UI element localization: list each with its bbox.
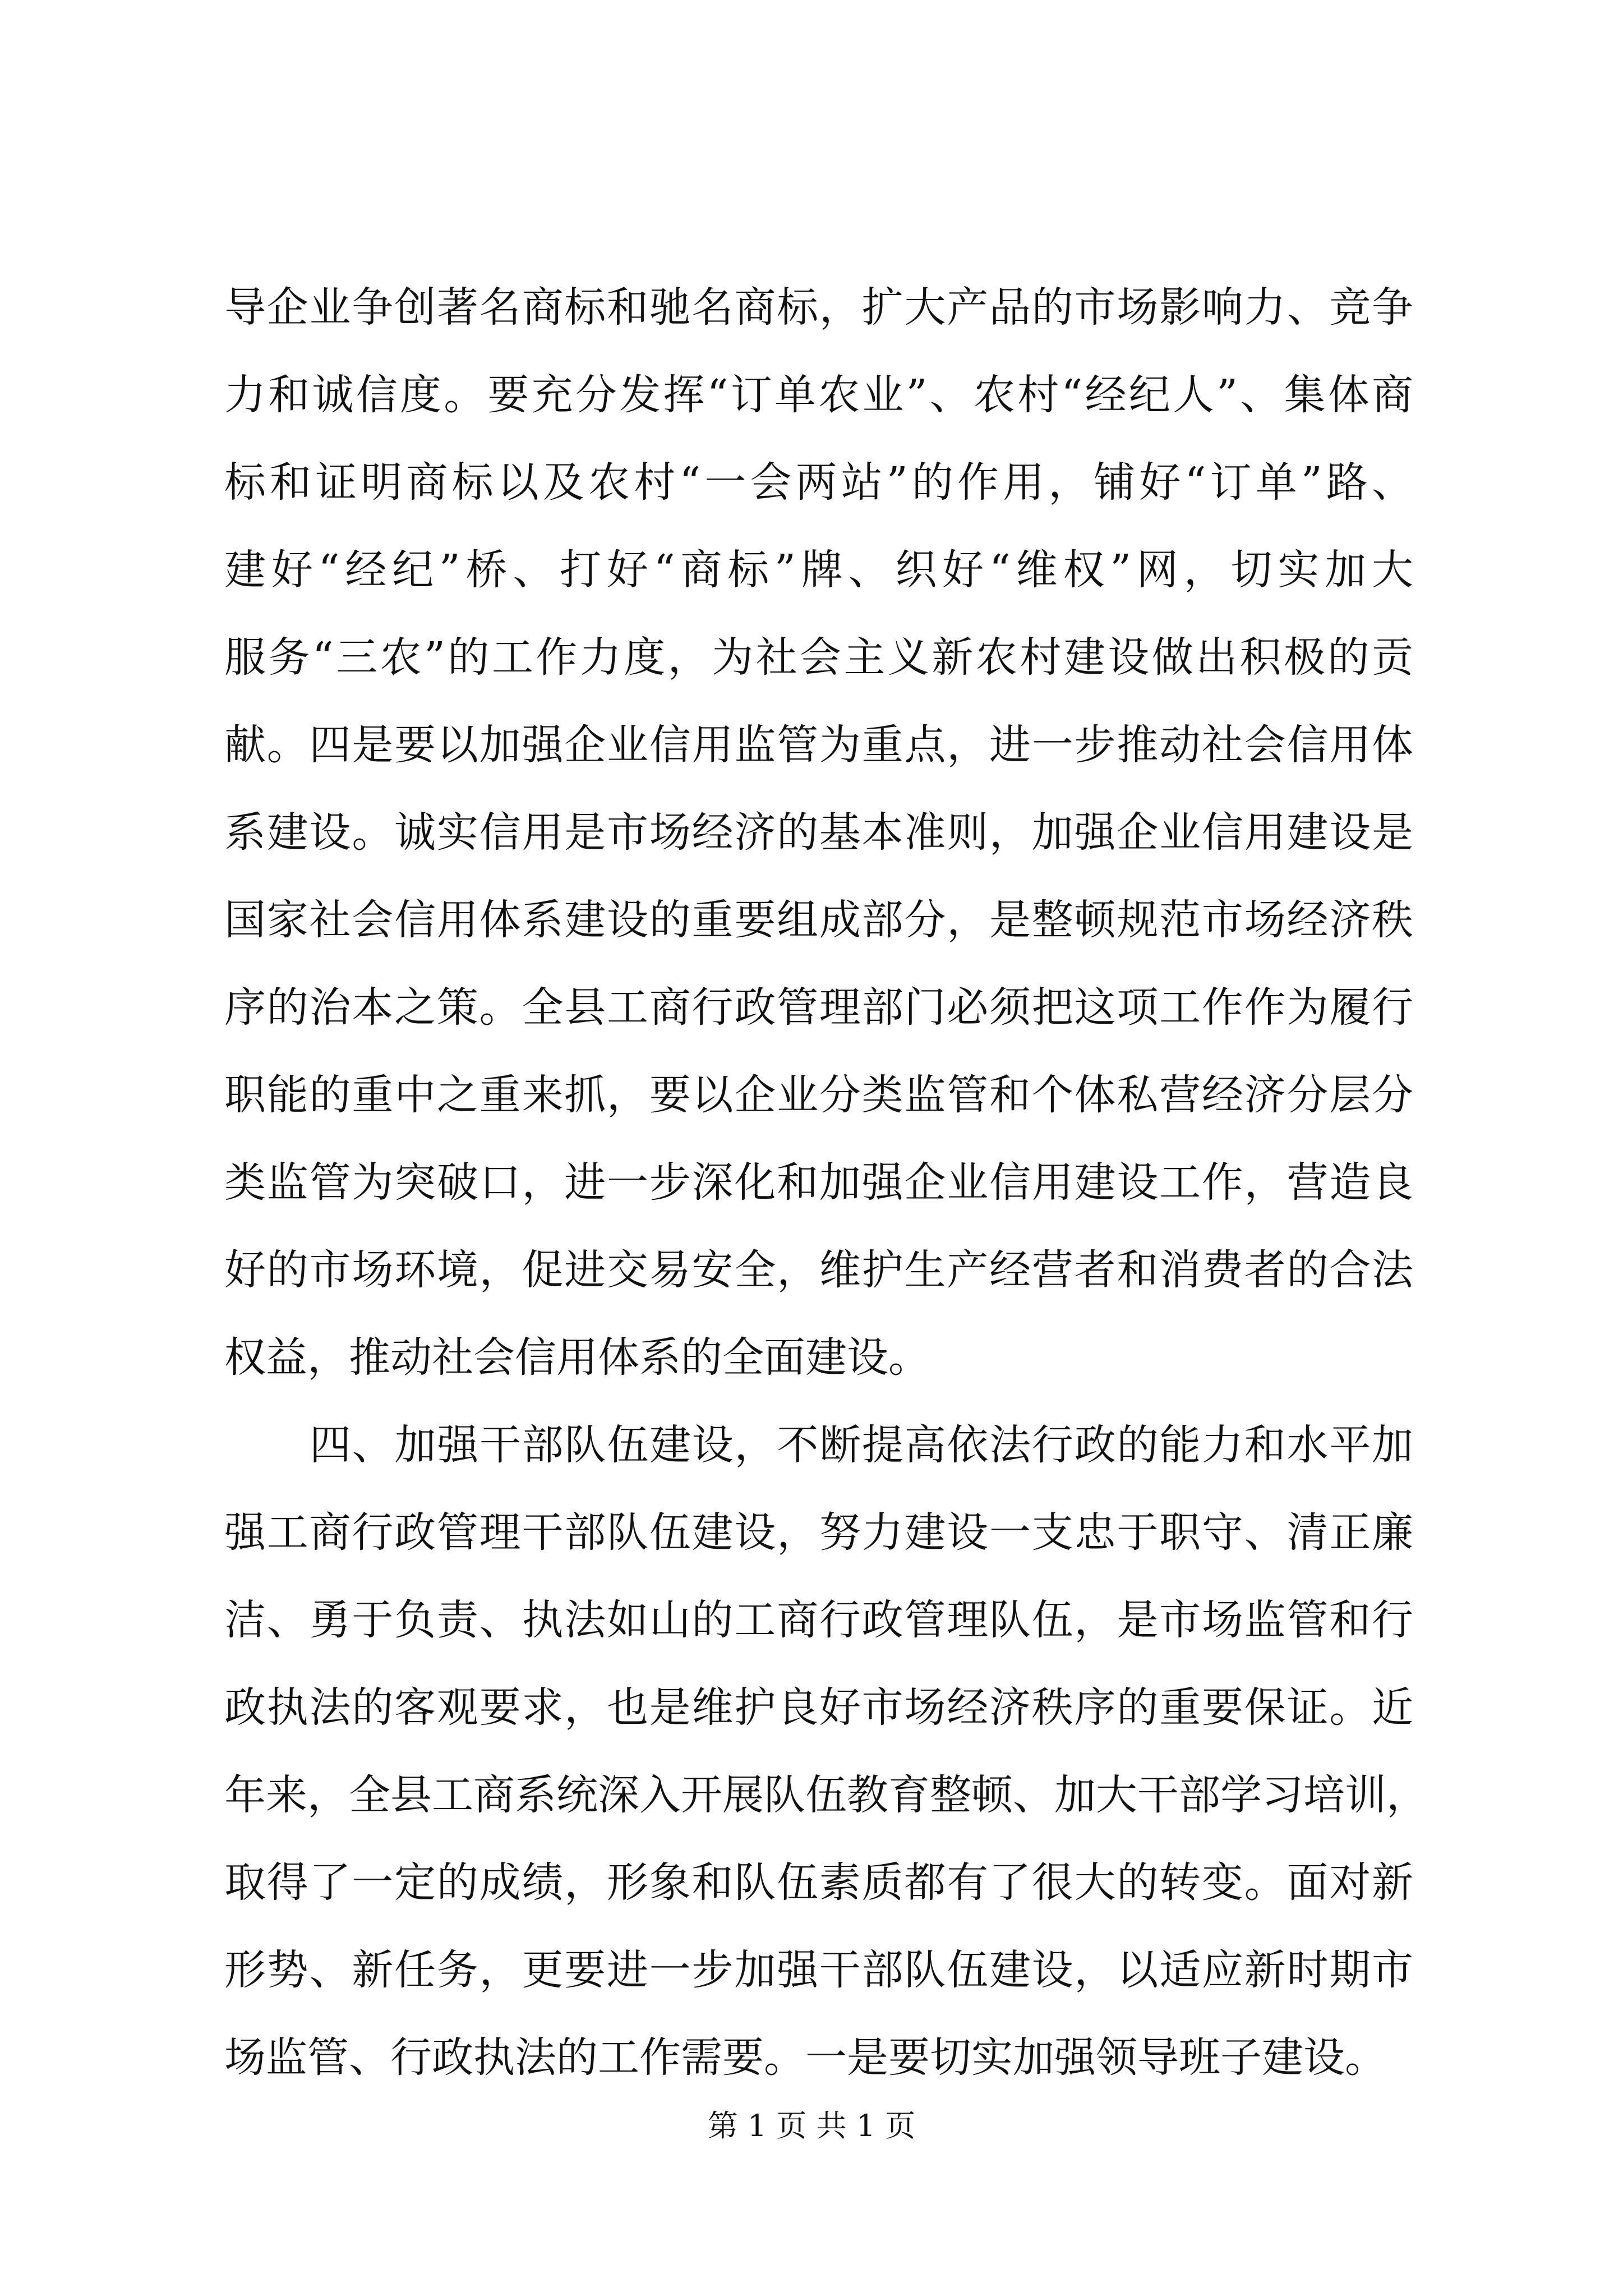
body-line: 国家社会信用体系建设的重要组成部分，是整顿规范市场经济秩 — [224, 896, 1413, 944]
body-line: 标和证明商标以及农村“一会两站”的作用，铺好“订单”路、 — [224, 458, 1413, 507]
body-line: 好的市场环境，促进交易安全，维护生产经营者和消费者的合法 — [224, 1246, 1413, 1294]
page-footer: 第 1 页 共 1 页 — [707, 2108, 916, 2143]
body-line: 力和诚信度。要充分发挥“订单农业”、农村“经纪人”、集体商 — [224, 371, 1413, 419]
section-heading-line: 四、加强干部队伍建设，不断提高依法行政的能力和水平加 — [310, 1421, 1413, 1469]
body-line: 献。四是要以加强企业信用监管为重点，进一步推动社会信用体 — [224, 721, 1413, 769]
body-line: 权益，推动社会信用体系的全面建设。 — [224, 1333, 930, 1382]
body-line: 形势、新任务，更要进一步加强干部队伍建设，以适应新时期市 — [224, 1946, 1413, 1994]
body-line: 序的治本之策。全县工商行政管理部门必须把这项工作作为履行 — [224, 983, 1413, 1032]
body-line: 类监管为突破口，进一步深化和加强企业信用建设工作，营造良 — [224, 1158, 1413, 1207]
body-line: 取得了一定的成绩，形象和队伍素质都有了很大的转变。面对新 — [224, 1858, 1413, 1907]
body-line: 强工商行政管理干部队伍建设，努力建设一支忠于职守、清正廉 — [224, 1508, 1413, 1557]
body-line: 洁、勇于负责、执法如山的工商行政管理队伍，是市场监管和行 — [224, 1596, 1413, 1644]
body-line: 服务“三农”的工作力度，为社会主义新农村建设做出积极的贡 — [224, 633, 1413, 682]
body-line: 职能的重中之重来抓，要以企业分类监管和个体私营经济分层分 — [224, 1071, 1413, 1119]
body-line: 系建设。诚实信用是市场经济的基本准则，加强企业信用建设是 — [224, 808, 1413, 857]
body-line: 导企业争创著名商标和驰名商标，扩大产品的市场影响力、竞争 — [224, 283, 1413, 332]
body-line: 建好“经纪”桥、打好“商标”牌、织好“维权”网，切实加大 — [224, 546, 1413, 594]
body-line: 政执法的客观要求，也是维护良好市场经济秩序的重要保证。近 — [224, 1683, 1413, 1732]
body-line: 场监管、行政执法的工作需要。一是要切实加强领导班子建设。 — [224, 2033, 1386, 2082]
body-line: 年来，全县工商系统深入开展队伍教育整顿、加大干部学习培训， — [224, 1771, 1428, 1819]
